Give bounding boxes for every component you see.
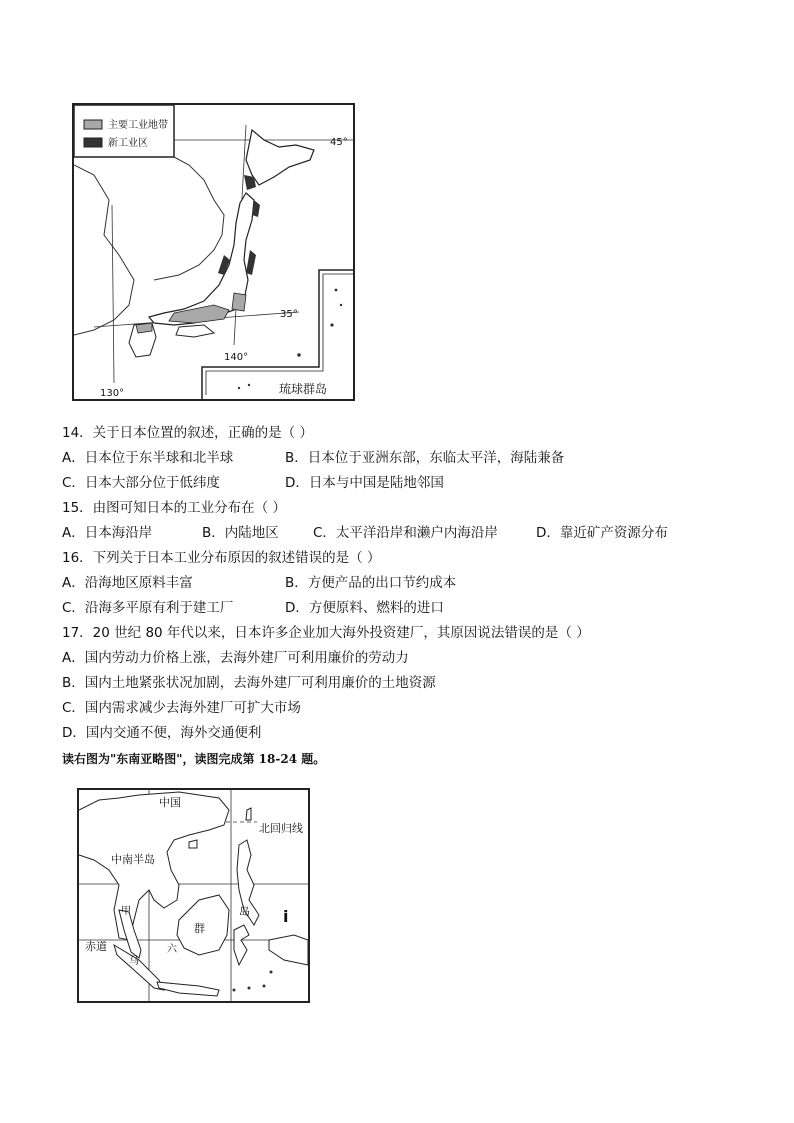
label-dao: 岛 xyxy=(239,905,250,918)
taiwan xyxy=(246,808,251,820)
question-15-stem: 15．由图可知日本的工业分布在（ ） xyxy=(62,500,286,516)
new-industry-tohoku-east xyxy=(246,250,256,275)
label-jia2: 六 xyxy=(167,944,177,955)
sulawesi xyxy=(234,925,249,965)
southeast-asia-map xyxy=(77,788,310,1003)
ryukyu-island xyxy=(335,289,338,292)
question-16-option-a: A．沿海地区原料丰富 xyxy=(62,575,193,591)
question-15-option-a: A．日本海沿岸 xyxy=(62,525,153,541)
java xyxy=(157,982,219,996)
lat35-label: 35° xyxy=(280,309,298,320)
question-16-option-c: C．沿海多平原有利于建工厂 xyxy=(62,600,234,616)
question-17-stem: 17．20 世纪 80 年代以来，日本许多企业加大海外投资建厂，其原因说法错误的是（ ） xyxy=(62,625,590,641)
question-14-option-d: D．日本与中国是陆地邻国 xyxy=(285,475,444,491)
small-island xyxy=(248,987,251,990)
small-island xyxy=(263,985,266,988)
ryukyu-island xyxy=(340,304,342,306)
japan-industry-map xyxy=(72,103,355,401)
legend-swatch-belt xyxy=(84,120,102,129)
ryukyu-island xyxy=(238,387,240,389)
ryukyu-island xyxy=(248,384,250,386)
question-17-option-d: D．国内交通不便，海外交通便利 xyxy=(62,725,262,741)
map-instruction: 读右图为"东南亚略图"，读图完成第 18-24 题。 xyxy=(62,752,326,766)
label-tropic: 北回归线 xyxy=(259,822,303,835)
industrial-belt-setouchi xyxy=(169,305,229,323)
legend-swatch-new xyxy=(84,138,102,147)
hokkaido xyxy=(246,130,314,185)
label-ma: 马 xyxy=(129,956,139,967)
hainan xyxy=(189,840,197,848)
lat45-label: 45° xyxy=(330,137,348,148)
industrial-belt-keihin xyxy=(232,293,246,311)
ryukyu-island xyxy=(297,353,301,357)
mainland-coast xyxy=(74,165,134,335)
lon130-line xyxy=(112,205,114,383)
label-yi: i xyxy=(283,907,289,926)
lon130-label: 130° xyxy=(100,388,125,399)
small-island xyxy=(233,989,236,992)
industrial-belt-kitakyushu xyxy=(136,323,152,333)
legend-box xyxy=(74,105,174,157)
question-16-option-b: B．方便产品的出口节约成本 xyxy=(285,575,457,591)
question-17-option-b: B．国内土地紧张状况加剧，去海外建厂可利用廉价的土地资源 xyxy=(62,675,436,691)
question-15-option-c: C．太平洋沿岸和濑户内海沿岸 xyxy=(313,525,498,541)
question-14-stem: 14．关于日本位置的叙述，正确的是（ ） xyxy=(62,425,313,441)
small-island xyxy=(270,971,273,974)
question-17-option-a: A．国内劳动力价格上涨，去海外建厂可利用廉价的劳动力 xyxy=(62,650,409,666)
question-15-option-b: B．内陆地区 xyxy=(202,525,279,541)
ryukyu-label: 琉球群岛 xyxy=(279,382,328,396)
label-china: 中国 xyxy=(159,796,181,809)
new-guinea xyxy=(269,935,308,965)
label-jia: 甲 xyxy=(121,906,131,917)
lon140-label: 140° xyxy=(224,352,249,363)
legend-label-new: 新工业区 xyxy=(108,138,148,149)
question-14-option-c: C．日本大部分位于低纬度 xyxy=(62,475,220,491)
label-equator: 赤道 xyxy=(85,940,107,953)
question-16-stem: 16．下列关于日本工业分布原因的叙述错误的是（ ） xyxy=(62,550,381,566)
label-qun: 群 xyxy=(194,922,205,935)
ryukyu-island xyxy=(330,323,333,326)
question-17-option-c: C．国内需求减少去海外建厂可扩大市场 xyxy=(62,700,301,716)
question-16-option-d: D．方便原料、燃料的进口 xyxy=(285,600,444,616)
label-peninsula: 中南半岛 xyxy=(111,853,155,866)
legend-label-belt: 主要工业地带 xyxy=(108,120,168,131)
question-15-option-d: D．靠近矿产资源分布 xyxy=(536,525,668,541)
question-14-option-a: A．日本位于东半球和北半球 xyxy=(62,450,234,466)
mainland-coast-north xyxy=(154,157,224,280)
shikoku xyxy=(176,325,214,337)
question-14-option-b: B．日本位于亚洲东部，东临太平洋，海陆兼备 xyxy=(285,450,565,466)
